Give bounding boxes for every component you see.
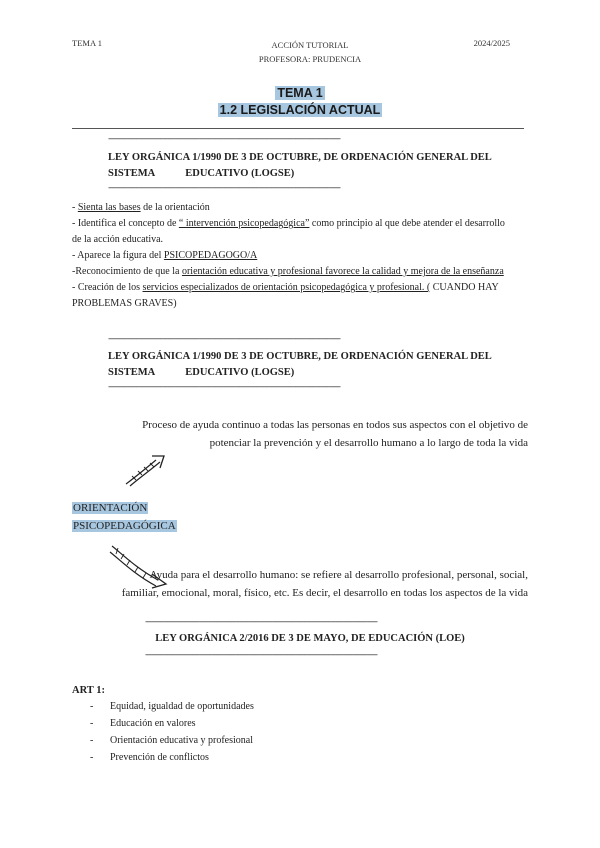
- page-title: [0, 86, 600, 100]
- point-line: -Reconocimiento de que la orientación educativa y profesional favorece la calidad y mejora de la enseñanza: [72, 266, 504, 277]
- title-line1: TEMA 1: [277, 86, 323, 100]
- title-line2: 1.2 LEGISLACIÓN ACTUAL: [219, 103, 381, 117]
- law1-line1: LEY ORGÁNICA 1/1990 DE 3 DE OCTUBRE, DE ORDENACIÓN GENERAL DEL: [108, 152, 492, 163]
- law1-line2: SISTEMA EDUCATIVO (LOGSE): [108, 168, 295, 179]
- art1-heading: ART 1:: [72, 685, 105, 696]
- law1-bottom-separator: ------------------------------------------------------------------------------------------------------------: [108, 183, 340, 193]
- law2-bottom-separator: ------------------------------------------------------------------------------------------------------------: [108, 382, 340, 392]
- law2-title: [108, 349, 548, 381]
- list-item: - Equidad, igualdad de oportunidades: [90, 698, 490, 715]
- list-item: - Orientación educativa y profesional: [90, 732, 490, 749]
- orientacion-line1: ORIENTACIÓN: [73, 502, 148, 514]
- arrow-up-right-icon: [122, 452, 168, 488]
- law3-title: LEY ORGÁNICA 2/2016 DE 3 DE MAYO, DE EDUCACIÓN (LOE): [155, 633, 465, 644]
- law1-title: [108, 150, 548, 182]
- header-left: TEMA 1: [72, 38, 102, 48]
- definition-help-line1: Ayuda para el desarrollo humano: se refiere al desarrollo profesional, personal, social,: [149, 569, 528, 581]
- definition-process-line2: potenciar la prevención y el desarrollo humano a lo largo de toda la vida: [209, 437, 528, 449]
- definition-process-line1: Proceso de ayuda continuo a todas las personas en todos sus aspectos con el objetivo de: [142, 419, 528, 431]
- law1-points: [72, 200, 532, 312]
- page-subtitle: [0, 103, 600, 117]
- definition-help-line2: familiar, emocional, moral, físico, etc. Es decir, el desarrollo en todas los aspectos de la vida: [121, 587, 528, 599]
- law3-top-separator: ------------------------------------------------------------------------------------------------------------: [145, 617, 377, 627]
- header-teacher: PROFESORA: PRUDENCIA: [258, 54, 362, 64]
- law3-bottom-separator: ------------------------------------------------------------------------------------------------------------: [145, 650, 377, 660]
- title-rule: [72, 128, 524, 129]
- orientacion-line2: PSICOPEDAGÓGICA: [73, 520, 176, 532]
- header-course: ACCIÓN TUTORIAL: [271, 40, 349, 50]
- orientacion-label: [72, 499, 177, 535]
- header-right: 2024/2025: [473, 38, 510, 48]
- point-line: PROBLEMAS GRAVES): [72, 298, 177, 309]
- law1-top-separator: ------------------------------------------------------------------------------------------------------------: [108, 134, 340, 144]
- law2-line2: SISTEMA EDUCATIVO (LOGSE): [108, 367, 295, 378]
- header-center: [0, 38, 600, 66]
- law2-top-separator: ------------------------------------------------------------------------------------------------------------: [108, 334, 340, 344]
- art1-list: [90, 698, 490, 766]
- law2-line1: LEY ORGÁNICA 1/1990 DE 3 DE OCTUBRE, DE ORDENACIÓN GENERAL DEL: [108, 351, 492, 362]
- list-item: - Educación en valores: [90, 715, 490, 732]
- definition-process: [98, 416, 528, 452]
- list-item: - Prevención de conflictos: [90, 749, 490, 766]
- definition-help: [68, 566, 528, 602]
- point-line: - Identifica el concepto de “ intervención psicopedagógica” como principio al que debe atender el desarrollo: [72, 218, 505, 229]
- point-line: - Creación de los servicios especializados de orientación psicopedagógica y profesional. ( CUANDO HAY: [72, 282, 499, 293]
- point-line: de la acción educativa.: [72, 234, 164, 245]
- point-line: - Sienta las bases de la orientación: [72, 202, 210, 213]
- point-line: - Aparece la figura del PSICOPEDAGOGO/A: [72, 250, 258, 261]
